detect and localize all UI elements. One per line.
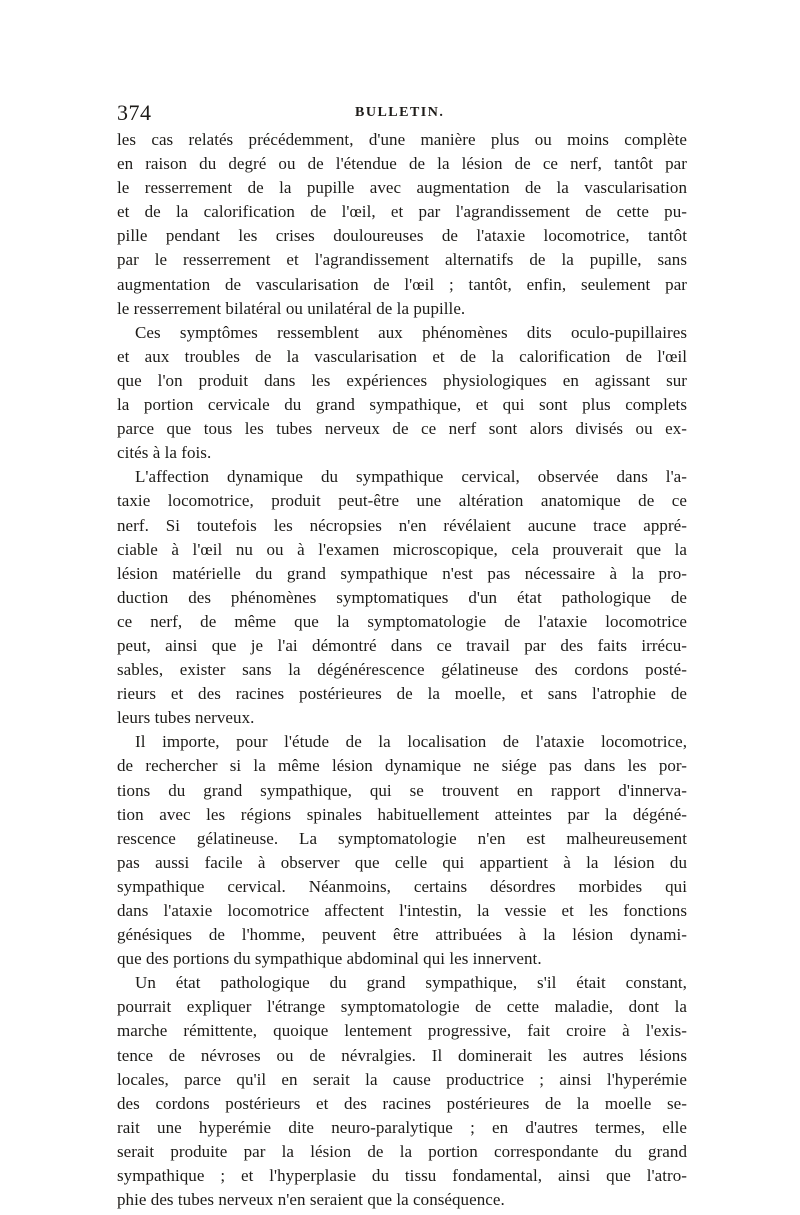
paragraph-5-line-10: phie des tubes nerveux n'en seraient que la conséquence.: [117, 1190, 505, 1210]
paragraph-4-line-1: Il importe, pour l'étude de la localisation de l'ataxie locomotrice,: [135, 732, 687, 752]
paragraph-4-line-4: tion avec les régions spinales habituellement atteintes par la dégéné-: [117, 804, 687, 824]
running-title: BULLETIN.: [355, 105, 445, 120]
paragraph-2-line-3: que l'on produit dans les expériences physiologiques en agissant sur: [117, 370, 687, 390]
paragraph-3-line-6: duction des phénomènes symptomatiques d'un état pathologique de: [117, 587, 687, 607]
paragraph-3-line-7: ce nerf, de même que la symptomatologie de l'ataxie locomotrice: [117, 611, 687, 631]
paragraph-5-line-1: Un état pathologique du grand sympathique, s'il était constant,: [135, 973, 687, 993]
paragraph-4-line-8: dans l'ataxie locomotrice affectent l'intestin, la vessie et les fonctions: [117, 901, 687, 920]
paragraph-2-line-1: Ces symptômes ressemblent aux phénomènes dits oculo-pupillaires: [135, 322, 687, 342]
paragraph-5-line-8: serait produite par la lésion de la portion correspondante du grand: [117, 1141, 687, 1161]
paragraph-3-line-1: L'affection dynamique du sympathique cervical, observée dans l'a-: [135, 467, 687, 487]
paragraph-1-line-3: le resserrement de la pupille avec augmentation de la vascularisation: [117, 178, 687, 198]
paragraph-5-line-9: sympathique ; et l'hyperplasie du tissu fondamental, ainsi que l'atro-: [117, 1166, 687, 1186]
paragraph-1-line-2: en raison du degré ou de l'étendue de la lésion de ce nerf, tantôt par: [117, 154, 687, 174]
paragraph-5-line-6: des cordons postérieurs et des racines postérieures de la moelle se-: [117, 1093, 687, 1113]
paragraph-5-line-7: rait une hyperémie dite neuro-paralytique ; en d'autres termes, elle: [117, 1117, 687, 1137]
paragraph-1-line-7: augmentation de vascularisation de l'œil ; tantôt, enfin, seulement par: [117, 274, 687, 294]
paragraph-4-line-3: tions du grand sympathique, qui se trouvent en rapport d'innerva-: [117, 780, 687, 800]
paragraph-4-line-2: de rechercher si la même lésion dynamique ne siége pas dans les por-: [117, 756, 687, 776]
paragraph-3-line-9: sables, exister sans la dégénérescence gélatineuse des cordons posté-: [117, 660, 687, 680]
paragraph-4-line-9: génésiques de l'homme, peuvent être attribuées à la lésion dynami-: [117, 925, 687, 945]
paragraph-2-line-5: parce que tous les tubes nerveux de ce nerf sont alors divisés ou ex-: [117, 419, 687, 439]
paragraph-4-line-10: que des portions du sympathique abdominal qui les innervent.: [117, 949, 542, 969]
paragraph-5-line-2: pourrait expliquer l'étrange symptomatologie de cette maladie, dont la: [117, 997, 687, 1017]
page-number: 374: [117, 100, 152, 125]
paragraph-5-line-3: marche rémittente, quoique lentement progressive, fait croire à l'exis-: [117, 1021, 687, 1041]
paragraph-1-line-8: le resserrement bilatéral ou unilatéral de la pupille.: [117, 298, 466, 318]
running-head: [117, 100, 687, 128]
paragraph-3-line-3: nerf. Si toutefois les nécropsies n'en révélaient aucune trace appré-: [117, 515, 687, 535]
body-text: [117, 128, 687, 1212]
paragraph-3-line-10: rieurs et des racines postérieures de la moelle, et sans l'atrophie de: [117, 684, 687, 704]
paragraph-1-line-6: par le resserrement et l'agrandissement alternatifs de la pupille, sans: [117, 250, 687, 270]
paragraph-4-line-5: rescence gélatineuse. La symptomatologie n'en est malheureusement: [117, 828, 687, 848]
paragraph-1-line-1: les cas relatés précédemment, d'une manière plus ou moins complète: [117, 130, 687, 149]
paragraph-3-line-2: taxie locomotrice, produit peut-être une altération anatomique de ce: [117, 491, 687, 511]
paragraph-3-line-11: leurs tubes nerveux.: [117, 708, 255, 728]
paragraph-4-line-7: sympathique cervical. Néanmoins, certains désordres morbides qui: [117, 876, 687, 896]
paragraph-1-line-5: pille pendant les crises douloureuses de l'ataxie locomotrice, tantôt: [117, 226, 687, 246]
paragraph-3-line-5: lésion matérielle du grand sympathique n'est pas nécessaire à la pro-: [117, 563, 687, 583]
paragraph-2-line-4: la portion cervicale du grand sympathique, et qui sont plus complets: [117, 395, 687, 415]
paragraph-5-line-5: locales, parce qu'il en serait la cause productrice ; ainsi l'hyperémie: [117, 1069, 687, 1089]
paragraph-5-line-4: tence de névroses ou de névralgies. Il dominerait les autres lésions: [117, 1045, 687, 1065]
paragraph-1-line-4: et de la calorification de l'œil, et par l'agrandissement de cette pu-: [117, 202, 687, 222]
paragraph-4-line-6: pas aussi facile à observer que celle qui appartient à la lésion du: [117, 852, 687, 872]
paragraph-3-line-4: ciable à l'œil nu ou à l'examen microscopique, cela prouverait que la: [117, 539, 687, 559]
paragraph-3-line-8: peut, ainsi que je l'ai démontré dans ce travail par des faits irrécu-: [117, 635, 687, 655]
paragraph-2-line-2: et aux troubles de la vascularisation et de la calorification de l'œil: [117, 346, 687, 366]
paragraph-2-line-6: cités à la fois.: [117, 443, 212, 463]
